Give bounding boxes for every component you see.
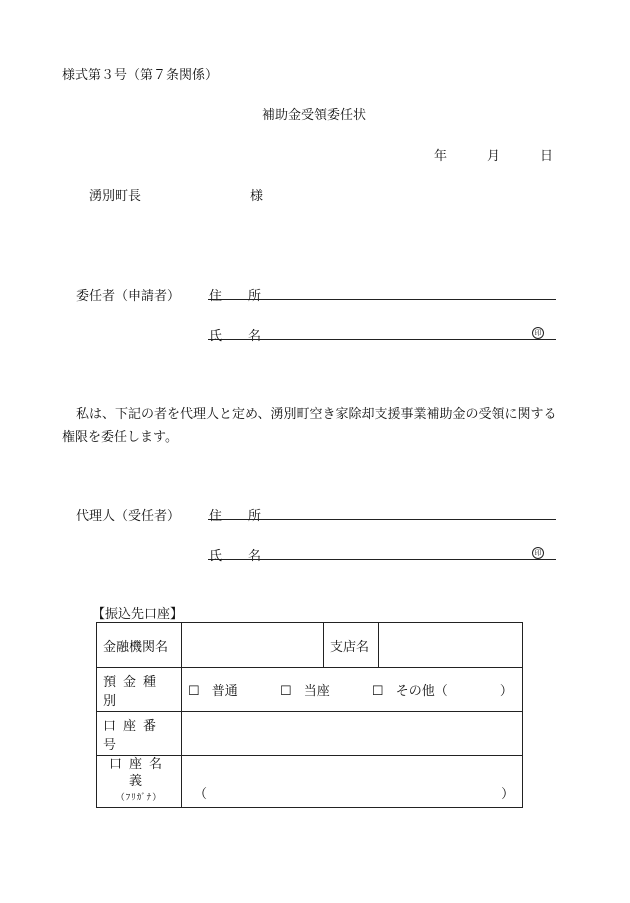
- checkbox-futsu-icon[interactable]: ☐: [188, 684, 200, 699]
- branch-field[interactable]: [379, 623, 523, 668]
- addressee-suffix: 様: [250, 189, 264, 204]
- branch-label: 支店名: [324, 623, 379, 668]
- delegator-seal-icon: 印: [532, 327, 544, 339]
- option-futsu: 普通: [211, 684, 238, 699]
- form-number: 様式第３号（第７条関係）: [62, 68, 219, 83]
- date-month-label: 月: [487, 149, 501, 164]
- agent-address-label: 住 所: [209, 509, 262, 524]
- agent-label: 代理人（受任者）: [76, 509, 181, 524]
- furigana-close-paren: ）: [501, 787, 515, 802]
- delegator-address-label: 住 所: [209, 289, 262, 304]
- furigana-label: （ﾌﾘｶﾞﾅ）: [115, 793, 163, 803]
- date-year-label: 年: [434, 149, 448, 164]
- body-text-line-1: 私は、下記の者を代理人と定め、湧別町空き家除却支援事業補助金の受領に関する: [76, 407, 557, 422]
- agent-seal-icon: 印: [532, 547, 544, 559]
- delegator-name-label: 氏 名: [209, 329, 262, 344]
- option-other: その他（: [395, 684, 448, 699]
- account-name-cell: [97, 756, 182, 808]
- account-name-label: 口座名義: [108, 757, 169, 789]
- addressee-name: 湧別町長: [89, 189, 142, 204]
- agent-name-label: 氏 名: [209, 549, 262, 564]
- bank-account-table: [96, 622, 523, 808]
- option-toza: 当座: [303, 684, 330, 699]
- agent-name-line[interactable]: [208, 559, 556, 560]
- deposit-type-options: [182, 668, 523, 712]
- delegator-name-line[interactable]: [208, 339, 556, 340]
- body-text-line-2: 権限を委任します。: [62, 430, 178, 445]
- furigana-open-paren: （: [194, 787, 208, 802]
- account-number-label: 口座番号: [97, 712, 182, 756]
- delegator-address-line[interactable]: [208, 299, 556, 300]
- bank-section-title: 【振込先口座】: [92, 607, 184, 622]
- deposit-type-label: 預金種別: [97, 668, 182, 712]
- page-title: 補助金受領委任状: [262, 108, 367, 123]
- checkbox-toza-icon[interactable]: ☐: [279, 684, 292, 699]
- account-number-field[interactable]: [182, 712, 523, 756]
- institution-field[interactable]: [182, 623, 324, 668]
- account-name-field[interactable]: [182, 756, 523, 808]
- delegator-label: 委任者（申請者）: [76, 289, 181, 304]
- checkbox-other-icon[interactable]: ☐: [371, 684, 384, 699]
- date-day-label: 日: [540, 149, 554, 164]
- agent-address-line[interactable]: [208, 519, 556, 520]
- option-other-close: ）: [499, 684, 513, 699]
- institution-label: 金融機関名: [97, 623, 182, 668]
